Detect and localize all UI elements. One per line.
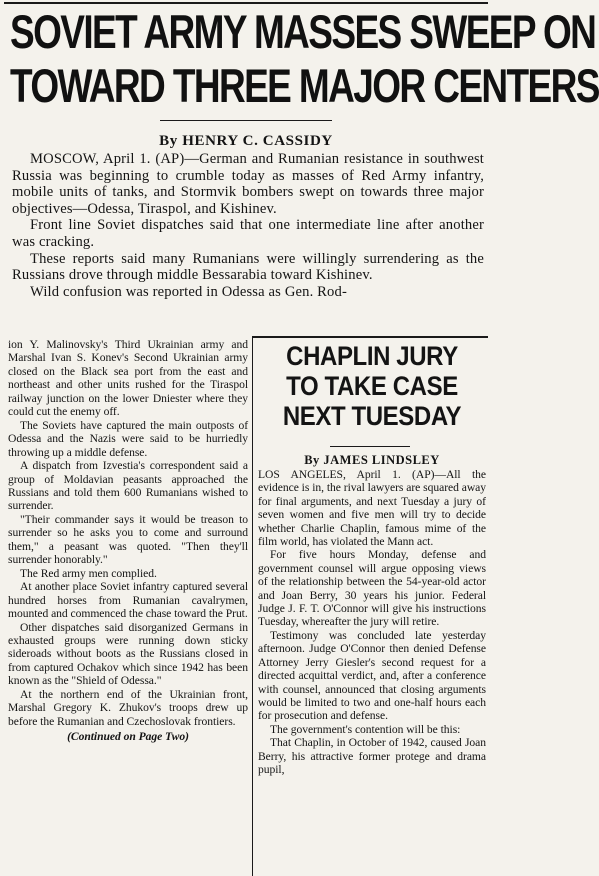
- main-byline: By HENRY C. CASSIDY: [159, 133, 333, 149]
- column-paragraph-2: The Soviets have captured the main outposts of Odessa and the Nazis were said to be hurriedly throwing up a middle defense.: [8, 418, 248, 459]
- headline-rule: [160, 120, 332, 121]
- side-headline-line-1: CHAPLIN JURY: [286, 342, 458, 372]
- side-paragraph-5: That Chaplin, in October of 1942, caused Joan Berry, his attractive former protege and drama pupil,: [258, 736, 486, 776]
- column-paragraph-8: At the northern end of the Ukrainian front, Marshal Gregory K. Zhukov's troops drew up before the Rumanian and Czechoslovak frontiers.: [8, 687, 248, 728]
- side-headline-line-2: TO TAKE CASE: [286, 372, 458, 402]
- side-paragraph-4: The government's contention will be this:: [270, 722, 461, 736]
- side-box-top-rule: [252, 336, 488, 338]
- lead-paragraph-2: Front line Soviet dispatches said that one intermediate line after another was cracking.: [12, 217, 484, 250]
- main-lead-text: [12, 151, 484, 300]
- side-paragraph-3: Testimony was concluded late yesterday afternoon. Judge O'Connor then denied Defense Attorney Jerry Giesler's second request for a directed acquittal verdict, and, after a conference with counsel, announced that closing arguments would be limited to two and one-half hours each for prosecution and defense.: [258, 628, 486, 723]
- lead-paragraph-4: Wild confusion was reported in Odessa as Gen. Rod-: [30, 283, 347, 300]
- column-paragraph-4: "Their commander says it would be treason to surrender so he asks you to come and surround them," a peasant was quoted. "Then they'll surrender honorably.": [8, 512, 248, 567]
- side-paragraph-1: LOS ANGELES, April 1. (AP)—All the evidence is in, the rival lawyers are squared away for final arguments, and next Tuesday a jury of seven women and five men will try to decide whether Charlie Chaplin, famous mime of the film world, has violated the Mann act.: [258, 468, 486, 549]
- main-headline-line-2: TOWARD THREE MAJOR CENTERS: [10, 60, 599, 113]
- side-headline-line-3: NEXT TUESDAY: [282, 402, 462, 432]
- continued-note: (Continued on Page Two): [67, 730, 189, 744]
- side-byline: By JAMES LINDSLEY: [304, 453, 440, 467]
- main-headline-line-1: SOVIET ARMY MASSES SWEEP ON: [10, 6, 596, 59]
- main-story-column: [8, 338, 248, 744]
- side-story-body: [258, 468, 486, 776]
- side-story: [258, 341, 486, 776]
- lead-paragraph-1: MOSCOW, April 1. (AP)—German and Rumanian resistance in southwest Russia was beginning to crumble today as masses of Red Army infantry, mobile units of tanks, and Stormvik bombers swept on towards three major objectives—Odessa, Tiraspol, and Kishinev.: [12, 151, 484, 217]
- lead-paragraph-3: These reports said many Rumanians were willingly surrendering as the Russians drove through middle Bessarabia toward Kishinev.: [12, 250, 484, 284]
- column-paragraph-3: A dispatch from Izvestia's correspondent said a group of Moldavian peasants approached the Russians and told them 600 Rumanians wished to surrender.: [8, 459, 248, 513]
- column-paragraph-6: At another place Soviet infantry captured several hundred horses from Rumanian cavalrymen, mounted and commenced the chase toward the Prut.: [8, 580, 248, 621]
- column-paragraph-5: The Red army men complied.: [20, 566, 157, 580]
- side-byline-rule: [330, 446, 410, 447]
- column-divider: [252, 336, 253, 876]
- side-paragraph-2: For five hours Monday, defense and government counsel will argue opposing views of the relationship between the 54-year-old actor and Joan Berry, 30 years his junior. Federal Judge J. F. T. O'Connor will give his instructions Tuesday, whereafter the jury will retire.: [258, 548, 486, 629]
- column-paragraph-1: ion Y. Malinovsky's Third Ukrainian army and Marshal Ivan S. Konev's Second Ukrainian army closed on the Black sea port from the east and northeast and other units rushed for the Tiraspol railway junction on the lower Dniester where they could cut the enemy off.: [8, 338, 248, 419]
- top-border-rule: [4, 2, 488, 4]
- column-paragraph-7: Other dispatches said disorganized Germans in exhausted groups were running down sticky sideroads without boots as the Russians closed in from captured Ochakov which since 1942 has been known as the "Shield of Odessa.": [8, 620, 248, 688]
